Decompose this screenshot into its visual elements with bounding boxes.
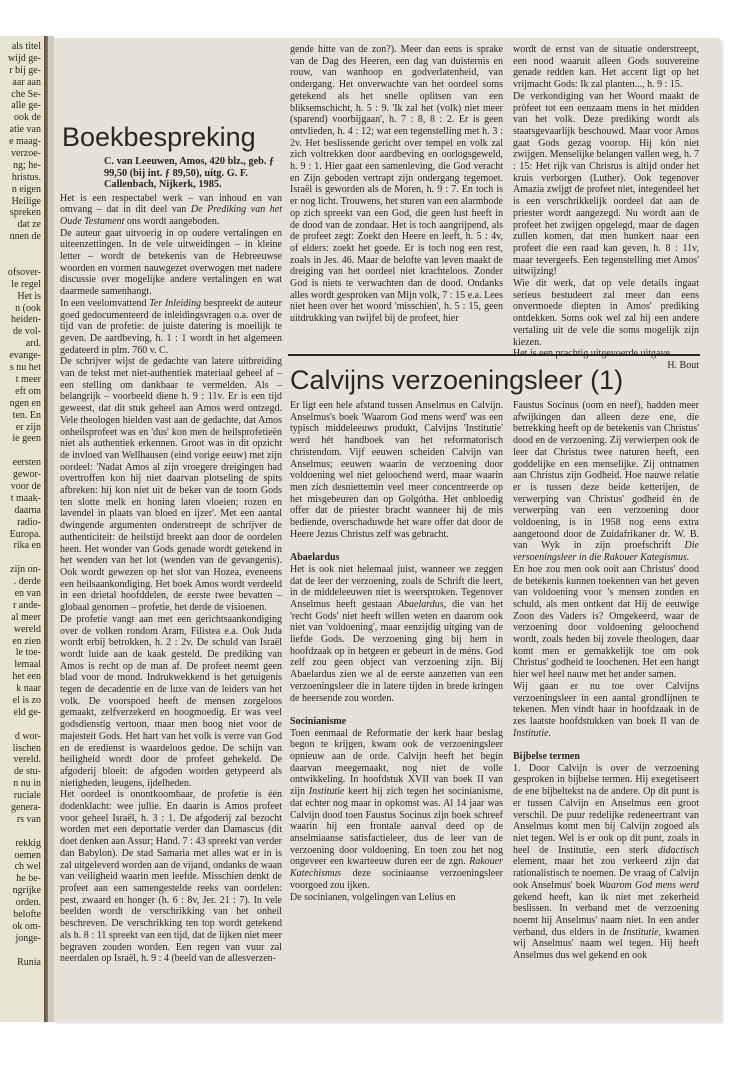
italic-title: didactisch bbox=[657, 844, 699, 856]
text-run: En hoe zou men ook ooit aan Christus' dood de betekenis kunnen toekennen van het geven van voldoening voor 's mensen zonden en schuld, als men ontkent dat Hij de eeuwige Zoon des Vaders is? Omgekeerd, waar de verzoening door voldoening geloochend wordt, zoals heden bij zovele theologen, daar komt men er gemakkelijk toe om ook Christus' godheid te loochenen. Het een hangt hier wel heel nauw met het ander samen. bbox=[513, 563, 699, 681]
paragraph bbox=[290, 400, 503, 540]
italic-title: Rakouer Katechismus bbox=[290, 856, 503, 880]
strip-text-line bbox=[0, 945, 41, 957]
strip-text-line: er zijn bbox=[15, 421, 41, 433]
italic-title: Institutie bbox=[622, 926, 659, 938]
strip-text-line: aar aan bbox=[12, 76, 41, 88]
strip-text-line: ngrijke bbox=[12, 885, 41, 897]
text-run: gende hitte van de zon?). Meer dan eens is sprake van de Dag des Heeren, een dag van duisternis en rouw, van wanhoop en godverlatenheid, van ondergang. Het onverwachte van het oordeel soms getekend als het snelle oplitsen van een bliksemschicht, h. 5 : 9. 'Ik zal het (volk) niet meer (sparend) voorbijgaan', h. 7 : 8, 8 : 2. Er is geen ontvlieden, h. 4 : 12; wat een tegenstelling met h. 3 : 2v. Het beslissende gericht over tempel en volk zal zich voltrekken door aardbeving en oorlogsgeweld, h. 9 : 1. Hier gaat een samenleving, die God veracht en Zijn geboden vertrapt zijn ondergang tegemoet. Israël is geworden als de Moren, h. 9 : 7. En toch is er nog licht. Trouwens, het sturen van een alarmbode op zich spreekt van een God, die geen lust heeft in de dood van de zondaar. Het is toch aangrijpend, als de profeet zegt: Zoekt den Heere en leeft, h. 5 : 4v, of elders: zoekt het goede. Er is toch nog een rest, zoals in Jes. 46. Maar de belofte van leven maakt de dreiging van het oordeel niet krachteloos. Zonder God is niets te verwachten dan de dood. Ondanks alles wordt gesproken van Mijn volk, 7 : 15 e.a. Lees niet heen over het woord 'misschien', h. 5 : 15, geen uitdrukking van twijfel bij de profeet, hier bbox=[290, 44, 503, 325]
text-run: 1. Door Calvijn is over de verzoening gesproken in bijbelse termen. Hij exegetiseert de ene bijbeltekst na de andere. Op dit punt is er tussen Calvijn en Anselmus een groot verschil. De puur redelijke redeneertrant van Anselmus komt men bij Calvijn zogoed als niet tegen. Wel is er ook op dit punt, zoals in heel de Institutie, een sterk bbox=[513, 762, 699, 856]
strip-text-line: ie geen bbox=[12, 433, 41, 445]
section-divider bbox=[288, 354, 700, 356]
strip-text-line: rekkig bbox=[15, 837, 41, 849]
paragraph bbox=[60, 193, 282, 228]
strip-text-line: evange- bbox=[9, 350, 41, 362]
text-run: Toen eenmaal de Reformatie der kerk haar beslag begon te krijgen, kwam ook de verzoeningsleer opnieuw aan de orde. Calvijn heeft het begin daarvan meegemaakt, nog niet de volle ontwikkeling. In hoofdstuk XVII van boek II van zijn bbox=[290, 727, 503, 798]
strip-text-line: ofsover- bbox=[7, 266, 41, 278]
strip-text-line: hristus. bbox=[11, 171, 41, 183]
strip-text-line: vereld. bbox=[13, 754, 41, 766]
strip-text-line: Het is bbox=[17, 290, 41, 302]
strip-text-line: nnen de bbox=[9, 231, 41, 243]
italic-title: Die versoeningsleer in die Rakouer Kategismus. bbox=[513, 540, 699, 564]
section-subheading: Abaelardus bbox=[290, 552, 340, 564]
strip-text-line: t meer bbox=[15, 373, 41, 385]
strip-text-line: n eigen bbox=[11, 183, 41, 195]
strip-text-line: ook de bbox=[14, 112, 41, 124]
strip-text-line: gewor- bbox=[12, 469, 41, 481]
paragraph bbox=[513, 681, 699, 740]
strip-text-line: lemaal bbox=[14, 659, 41, 671]
text-run: De schrijver wijst de gedachte van latere uitbreiding van de tekst met niet-authentiek materiaal geheel af – een stelling om dankbaar te vermelden. Als – belangrijk – voorbeeld diene h. 9 : 11v. Er is een tijd geweest, dat dit stuk geheel aan Amos werd ontzegd. Vele theologen hielden vast aan de gedachte, dat Amos onheilsprofeet was en 'dus' kon men de heilsprofetieën niet als authentiek erkennen. Groot was in dit opzicht de invloed van Wellhausen (eind vorige eeuw) met zijn oordeel: 'Nadat Amos al zijn vroegere dreigingen had overtroffen kon hij niet daarvan plotseling de spits afbreken: hij kon niet uit de beker van de toorn Gods ten slotte melk en honing laten vloeien; rozen en lavendel in plaats van bloed en ijzer'. Met een aantal dwingende argumenten onderstreept de schrijver de authenticiteit: de heilstijd breekt aan door de oordelen heen. Het wonder van Gods genade wordt getekend in het wenden van het lot (wenden van de gevangenis). Ook wordt gewezen op het slot van Hozea, eveneens een heilsaankondiging. Het boek Amos wordt verdeeld in een drietal hoofddelen, de eerste twee bevatten – globaal genomen – profetie, het derde de visioenen. bbox=[60, 356, 282, 614]
strip-text-line: Heilige bbox=[11, 195, 41, 207]
text-run: bespreekt de auteur goed gedocumenteerd de inleidingsvragen o.a. over de tijd van de profetie: de juiste datering is moeilijk te geven. De aardbeving, h. 1 : 1 wordt in het algemeen gedateerd in plm. 760 v. C. bbox=[60, 297, 283, 356]
text-run: Wij gaan er nu toe over Calvijns verzoeningsleer in een aantal grondlijnen te tekenen. Men vindt haar in hoofdzaak in de zes laatste hoofdstukken van boek II van de bbox=[513, 680, 699, 727]
strip-text-line: eld ge- bbox=[13, 706, 41, 718]
italic-title: Ter Inleiding bbox=[149, 297, 202, 309]
strip-text-line: el is zo bbox=[12, 694, 41, 706]
strip-text-line: t maak- bbox=[10, 492, 41, 504]
strip-text-line: ard. bbox=[25, 338, 41, 350]
strip-text-line: oemen bbox=[14, 849, 41, 861]
article-column-1 bbox=[290, 400, 503, 903]
strip-text-line bbox=[0, 552, 41, 564]
strip-text-line: s nu het bbox=[9, 362, 41, 374]
paragraph bbox=[60, 789, 282, 965]
strip-text-line bbox=[0, 255, 41, 267]
text-run: In een veelomvattend bbox=[60, 297, 150, 309]
strip-text-line: eersten bbox=[12, 457, 41, 469]
strip-text-line: wijd ge- bbox=[7, 52, 41, 64]
text-run: De profetie vangt aan met een gerichtsaankondiging over de volken rondom Aram, Filistea e.a. Ook Juda wordt erbij betrokken, h. 2 : 2v. De schuld van Israël wordt luide aan de kaak gesteld. De prediking van Amos is recht op de man af. De profeet neemt geen blad voor de mond. Indrukwekkend is het getuigenis tegen de decadentie en de luxe van de leiders van het volk. De voorspoed heeft de mensen zorgeloos gemaakt, zelfverzekerd en hoogmoedig. Er was veel godsdienstig vertoon, maar men boog niet voor de majesteit Gods. Het hart van het volk is verre van God en de eredienst is waardeloos gedoe. De schijn van heiligheid wordt door de profeet gehekeld. De afgoderij bloeit: de afgoden worden getypeerd als nietigheden, leugens, ijdelheden. bbox=[60, 613, 282, 789]
strip-text-line: en zien bbox=[12, 635, 41, 647]
paragraph bbox=[290, 892, 503, 904]
strip-text-line: r ande- bbox=[12, 599, 41, 611]
strip-text-line: k naar bbox=[16, 683, 41, 695]
strip-text-line: n nu in bbox=[13, 778, 41, 790]
strip-text-line: het een bbox=[12, 671, 41, 683]
text-run: deze sociniaanse verzoeningsleer voorgoed zou ijken. bbox=[290, 868, 503, 891]
paragraph bbox=[513, 91, 699, 278]
strip-text-line bbox=[0, 445, 41, 457]
paragraph bbox=[60, 228, 282, 298]
text-run: Het oordeel is onontkoombaar, de profetie is één dodenklacht: wee jullie. En daarin is Amos profeet voor geheel Israël, h. 3 : 1. De afgoderij zal bezocht worden met een deportatie verder dan Damascus (dit doet denken aan Assur; Hand. 7 : 43 spreekt van verder dan Babylon). De stad Samaria met alles wat er in is zal uitgeleverd worden aan de vijand, ondanks de waan van veiligheid waarin men leefde. Misschien denkt de profeet aan een samengestelde reeks van oordelen: pest, zwaard en honger (h. 6 : 8v, Jer. 21 : 7). In vele beelden wordt de verschrikking van het onheil beschreven. De verschrikking ten top wordt getekend als h. 8 : 11 spreekt van een tijd, dat de lijken niet meer begraven zouden worden. Een regen van vuur zal neerdalen op Israël, h. 9 : 4 (beeld van de allesverzen- bbox=[60, 789, 282, 965]
strip-text-line: belofte bbox=[13, 909, 41, 921]
text-run: , kwamen wij Anselmus' naam wel tegen. Hij heeft Anselmus dus wel gekend en ook bbox=[513, 926, 699, 962]
book-review-column-2 bbox=[290, 44, 503, 325]
strip-text-line: al meer bbox=[11, 611, 41, 623]
strip-text-line bbox=[0, 826, 41, 838]
paragraph bbox=[290, 564, 503, 704]
strip-text-line: atie van bbox=[9, 124, 41, 136]
strip-text-line: ch wel bbox=[14, 861, 41, 873]
strip-text-line: zijn on- bbox=[10, 564, 41, 576]
text-run: gekend heeft, kan ik niet met zekerheid beslissen. In verband met de verzoening noemt hij Anselmus' naam niet. In een ander verband, dus elders in de bbox=[513, 891, 699, 938]
strip-text-line: le toe- bbox=[15, 647, 41, 659]
strip-text-line: ruciale bbox=[13, 790, 41, 802]
text-run: Wie dit werk, dat op vele details ingaat serieus bestudeert zal meer dan eens onvermoede diepten in Amos' prediking ontdekken. Soms ook wel zal hij een andere vertaling uit de vele die soms mogelijk zijn kiezen. bbox=[513, 278, 699, 348]
paragraph bbox=[513, 44, 699, 91]
italic-title: Institutie. bbox=[513, 727, 552, 739]
paragraph bbox=[290, 728, 503, 892]
article-column-2 bbox=[513, 400, 699, 962]
text-run: Het is een respectabel werk – van inhoud en van omvang – dat in dit deel van bbox=[60, 192, 282, 216]
italic-title: Waarom God mens werd bbox=[598, 879, 699, 891]
book-review-byline: C. van Leeuwen, Amos, 420 blz., geb. ƒ 99,50 (bij int. ƒ 89,50), uitg. G. F. Callenbach, Nijkerk, 1985. bbox=[104, 156, 275, 190]
strip-text-line: le regel bbox=[11, 278, 41, 290]
strip-text-line: jonge- bbox=[15, 932, 41, 944]
strip-text-line: verzoe- bbox=[11, 148, 41, 160]
text-run: , die van het 'recht Gods' niet heeft willen weten en daarom ook niet van 'voldoening', maar eenzijdig uitging van de liefde Gods. De verzoening ging bij hem in hoofdzaak op in hetgeen er gebeurt in de méns. God zelf zou geen object van verzoening zijn. Bij Abaelardus zien we al de eerste aanzetten van een verzoeningsleer die in latere tijden in brede kringen de heersende zou worden. bbox=[290, 598, 503, 704]
strip-text-line bbox=[0, 243, 41, 255]
strip-text-line: de vol- bbox=[12, 326, 41, 338]
paragraph bbox=[60, 356, 282, 613]
text-run: De auteur gaat uitvoerig in op oudere vertalingen en uiteenzettingen. In de vele uitweidingen – in kleine letter – wordt de betekenis van de Hebreeuwse woorden en vormen nauwgezet overwogen met nadere discussie over mogelijke andere vertalingen en wat daarmede samenhangt. bbox=[60, 227, 282, 298]
paragraph bbox=[513, 763, 699, 962]
text-run: wordt de ernst van de situatie onderstreept, een nood waaruit alleen Gods souvereine genade redden kan. Het accent ligt op het vrijmacht Gods: Ik zal planten..., h. 9 : 15. bbox=[513, 44, 699, 91]
strip-text-line bbox=[0, 719, 41, 731]
book-review-column-3 bbox=[513, 44, 699, 372]
paragraph bbox=[60, 614, 282, 790]
paragraph bbox=[290, 44, 503, 325]
strip-text-line: ten. En bbox=[12, 409, 41, 421]
article-heading: Calvijns verzoeningsleer (1) bbox=[290, 365, 624, 395]
section-subheading: Socinianisme bbox=[290, 715, 347, 727]
strip-text-line: ok om- bbox=[12, 920, 41, 932]
adjacent-page-text bbox=[0, 41, 41, 968]
strip-text-line: che Se- bbox=[11, 88, 41, 100]
strip-text-line: daarna bbox=[14, 504, 41, 516]
strip-text-line: Europa. bbox=[9, 528, 41, 540]
strip-text-line: he be- bbox=[16, 873, 41, 885]
strip-text-line: heiden- bbox=[11, 314, 41, 326]
strip-text-line: radio- bbox=[17, 516, 41, 528]
text-run: ons wordt aangeboden. bbox=[124, 215, 220, 227]
strip-text-line: genera- bbox=[11, 802, 41, 813]
text-run: Er ligt een hele afstand tussen Anselmus en Calvijn. Anselmus's boek 'Waarom God mens werd' was een typisch middeleeuws produkt, Calvijns 'Institutie' werd hét handboek van het reformatorisch christendom. Vijf eeuwen scheiden Calvijn van Anselmus; eeuwen waarin de verzoening door voldoening wel niet geloochend werd, maar waarin men zich desniettemin veel meer concentreerde op het misgebeuren dan op Golgótha. Het onbloedig offer dat de priester bracht wanneer hij de mis bediende, overschaduwde het ware offer dat door de Heere Jezus Christus zelf was gebracht. bbox=[290, 400, 503, 540]
text-run: keert hij zich tegen het socinianisme, dat echter nog maar in opkomst was. Al 14 jaar was Calvijn dood toen Faustus Socinus zijn boek schreef waarin hij een frontale aanval deed op de anselmiaanse satisfactieleer, dus de leer van de verzoening door voldoening. En toen zou het nog ongeveer een kwarteeuw duren eer de zgn. bbox=[290, 786, 504, 868]
paragraph bbox=[513, 564, 699, 681]
book-review-heading: Boekbespreking bbox=[62, 122, 256, 152]
strip-text-line: alle ge- bbox=[11, 100, 41, 112]
strip-text-line: n (ook bbox=[15, 302, 41, 314]
strip-text-line: rs van bbox=[16, 813, 41, 825]
adjacent-page-strip bbox=[0, 36, 44, 1022]
strip-text-line: ngen en bbox=[9, 397, 41, 409]
strip-text-line: . derde bbox=[13, 576, 41, 588]
strip-text-line: als titel bbox=[11, 41, 41, 52]
italic-title: Institutie bbox=[308, 786, 345, 798]
book-review-column-1 bbox=[60, 156, 282, 965]
section-subheading: Bijbelse termen bbox=[513, 751, 580, 763]
strip-text-line: wereld bbox=[13, 623, 41, 635]
strip-text-line: d wor- bbox=[14, 730, 41, 742]
strip-text-line: lischen bbox=[12, 742, 41, 754]
strip-text-line: e maag- bbox=[9, 136, 41, 148]
strip-text-line: r bij ge- bbox=[9, 64, 41, 76]
strip-text-line: eft om bbox=[15, 385, 41, 397]
strip-signature: Runia bbox=[17, 956, 41, 968]
strip-text-line: en van bbox=[14, 587, 41, 599]
strip-text-line: rika en bbox=[13, 540, 41, 552]
text-run: Faustus Socinus (oom en neef), hadden meer afwijkingen dan alleen deze ene, die betrekking heeft op de betekenis van Christus' dood en de verzoening. Zij verwierpen ook de leer dat Christus twee naturen heeft, een goddelijke en een menselijke. Zij ontnamen aan Christus zijn Godheid. Hoe nauwe relatie er is tussen deze beide ketterijen, de verwerping van Christus' godheid èn de verwerping van een verzoening door voldoening, is in 1958 nog eens extra aangetoond door de Zuidafrikaner dr. W. B. van Wyk in zijn proefschrift bbox=[513, 400, 699, 552]
paragraph bbox=[60, 298, 282, 357]
paragraph bbox=[513, 400, 699, 564]
strip-text-line: orden. bbox=[15, 897, 41, 909]
text-run: De verkondiging van het Woord maakt de pròfeet tot een eenzaam mens in het midden van het volk. Deze prediking wordt als staatsgevaarlijk beschouwd. Maar voor Amos gaat Gods gezag voorop. Hij kón niet zwijgen. Menselijke belangen vallen weg, h. 7 : 15: Het rijk van Christus is altijd onder het kruis verborgen (Luther). Ook tegenover Amazia zwijgt de profeet niet, integendeel het is een verschrikkelijk oordeel dat aan de priester wordt aangezegd. Nu wordt aan de profeet het zwijgen opgelegd, maar de dagen zullen komen, dat men hunkert naar een profeet die een raad kan geven, h. 8 : 11v, maar tevergeefs. Een tegenstelling met Amos' uitwijzing! bbox=[513, 90, 699, 278]
strip-text-line: ng; he- bbox=[12, 159, 41, 171]
paragraph bbox=[513, 278, 699, 348]
strip-text-line: voor de bbox=[10, 480, 41, 492]
magazine-page bbox=[54, 38, 722, 1022]
strip-text-line: de stu- bbox=[14, 766, 41, 778]
italic-title: De Prediking van het Oude Testament bbox=[60, 204, 282, 227]
book-review-signature: H. Bout bbox=[667, 359, 699, 371]
strip-text-line: dat ze bbox=[17, 219, 41, 231]
strip-text-line: spreken bbox=[9, 207, 41, 219]
italic-title: Abaelardus bbox=[397, 598, 444, 610]
text-run: element, maar het zou verkeerd zijn dat rationalistisch te noemen. De vraag of Calvijn ook Anselmus' boek bbox=[513, 856, 699, 891]
text-run: De socinianen, volgelingen van Lelius en bbox=[290, 891, 456, 903]
text-run: Het is ook niet helemaal juist, wanneer we zeggen dat de leer der verzoening, zoals de Schrift die leert, in de middeleeuwen niet is weersproken. Tegenover Anselmus heeft gestaan bbox=[290, 563, 503, 610]
